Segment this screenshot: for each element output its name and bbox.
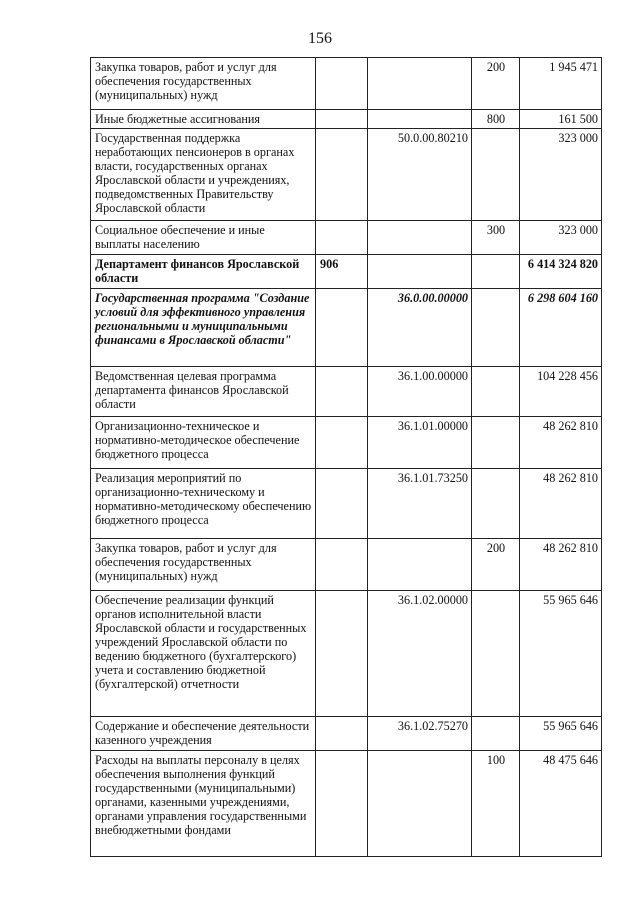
row-name-cell: Обеспечение реализации функций органов исполнительной власти Ярославской области и государственных учреждений Ярославской области по ведению бюджетного (бухгалтерского) учета и составлению бюджетной (бухгалтерской) отчетности bbox=[91, 591, 316, 717]
row-name-cell: Закупка товаров, работ и услуг для обеспечения государственных (муниципальных) нужд bbox=[91, 539, 316, 591]
ministry-code-cell bbox=[316, 417, 368, 469]
expense-type-cell bbox=[472, 289, 520, 367]
table-row bbox=[91, 539, 602, 591]
row-name-cell: Организационно-техническое и нормативно-методическое обеспечение бюджетного процесса bbox=[91, 417, 316, 469]
amount-cell: 323 000 bbox=[520, 129, 602, 221]
expense-type-cell: 200 bbox=[472, 58, 520, 110]
ministry-code-cell bbox=[316, 367, 368, 417]
target-article-code-cell: 36.1.02.00000 bbox=[368, 591, 472, 717]
row-name-cell: Департамент финансов Ярославской области bbox=[91, 255, 316, 289]
expense-type-cell bbox=[472, 367, 520, 417]
amount-cell: 48 262 810 bbox=[520, 539, 602, 591]
ministry-code-cell bbox=[316, 58, 368, 110]
amount-cell: 55 965 646 bbox=[520, 717, 602, 751]
target-article-code-cell bbox=[368, 539, 472, 591]
expense-type-cell: 200 bbox=[472, 539, 520, 591]
target-article-code-cell bbox=[368, 255, 472, 289]
row-name-cell: Содержание и обеспечение деятельности казенного учреждения bbox=[91, 717, 316, 751]
ministry-code-cell bbox=[316, 591, 368, 717]
amount-cell: 48 262 810 bbox=[520, 469, 602, 539]
ministry-code-cell bbox=[316, 129, 368, 221]
amount-cell: 48 475 646 bbox=[520, 751, 602, 857]
target-article-code-cell: 36.1.01.00000 bbox=[368, 417, 472, 469]
target-article-code-cell bbox=[368, 58, 472, 110]
table-row bbox=[91, 591, 602, 717]
table-row bbox=[91, 129, 602, 221]
expense-type-cell bbox=[472, 417, 520, 469]
target-article-code-cell: 36.1.02.75270 bbox=[368, 717, 472, 751]
target-article-code-cell: 36.0.00.00000 bbox=[368, 289, 472, 367]
table-row bbox=[91, 717, 602, 751]
row-name-cell: Иные бюджетные ассигнования bbox=[91, 110, 316, 129]
ministry-code-cell: 906 bbox=[316, 255, 368, 289]
row-name-cell: Реализация мероприятий по организационно-техническому и нормативно-методическому обеспечению бюджетного процесса bbox=[91, 469, 316, 539]
expense-type-cell bbox=[472, 469, 520, 539]
row-name-cell: Государственная программа "Создание условий для эффективного управления региональными и муниципальными финансами в Ярославской области" bbox=[91, 289, 316, 367]
expense-type-cell bbox=[472, 255, 520, 289]
amount-cell: 161 500 bbox=[520, 110, 602, 129]
amount-cell: 323 000 bbox=[520, 221, 602, 255]
expense-type-cell bbox=[472, 129, 520, 221]
row-name-cell: Государственная поддержка неработающих пенсионеров в органах власти, государственных органах Ярославской области и учреждениях, подведомственных Правительству Ярославской области bbox=[91, 129, 316, 221]
amount-cell: 55 965 646 bbox=[520, 591, 602, 717]
target-article-code-cell bbox=[368, 110, 472, 129]
ministry-code-cell bbox=[316, 751, 368, 857]
table-row bbox=[91, 221, 602, 255]
page-number: 156 bbox=[308, 30, 332, 47]
ministry-code-cell bbox=[316, 221, 368, 255]
table-row bbox=[91, 289, 602, 367]
amount-cell: 48 262 810 bbox=[520, 417, 602, 469]
table-row bbox=[91, 110, 602, 129]
ministry-code-cell bbox=[316, 717, 368, 751]
amount-cell: 6 298 604 160 bbox=[520, 289, 602, 367]
target-article-code-cell bbox=[368, 221, 472, 255]
target-article-code-cell bbox=[368, 751, 472, 857]
row-name-cell: Социальное обеспечение и иные выплаты населению bbox=[91, 221, 316, 255]
expense-type-cell bbox=[472, 717, 520, 751]
target-article-code-cell: 36.1.00.00000 bbox=[368, 367, 472, 417]
budget-table bbox=[90, 57, 602, 857]
ministry-code-cell bbox=[316, 289, 368, 367]
ministry-code-cell bbox=[316, 539, 368, 591]
expense-type-cell: 800 bbox=[472, 110, 520, 129]
table-row bbox=[91, 417, 602, 469]
expense-type-cell bbox=[472, 591, 520, 717]
target-article-code-cell: 50.0.00.80210 bbox=[368, 129, 472, 221]
row-name-cell: Расходы на выплаты персоналу в целях обеспечения выполнения функций государственными (муниципальными) органами, казенными учреждениями, органами управления государственными внебюджетными фондами bbox=[91, 751, 316, 857]
amount-cell: 1 945 471 bbox=[520, 58, 602, 110]
table-row bbox=[91, 751, 602, 857]
expense-type-cell: 300 bbox=[472, 221, 520, 255]
table-row bbox=[91, 469, 602, 539]
ministry-code-cell bbox=[316, 469, 368, 539]
table-row bbox=[91, 58, 602, 110]
row-name-cell: Ведомственная целевая программа департамента финансов Ярославской области bbox=[91, 367, 316, 417]
table-row bbox=[91, 367, 602, 417]
table-row bbox=[91, 255, 602, 289]
amount-cell: 6 414 324 820 bbox=[520, 255, 602, 289]
ministry-code-cell bbox=[316, 110, 368, 129]
target-article-code-cell: 36.1.01.73250 bbox=[368, 469, 472, 539]
amount-cell: 104 228 456 bbox=[520, 367, 602, 417]
row-name-cell: Закупка товаров, работ и услуг для обеспечения государственных (муниципальных) нужд bbox=[91, 58, 316, 110]
expense-type-cell: 100 bbox=[472, 751, 520, 857]
